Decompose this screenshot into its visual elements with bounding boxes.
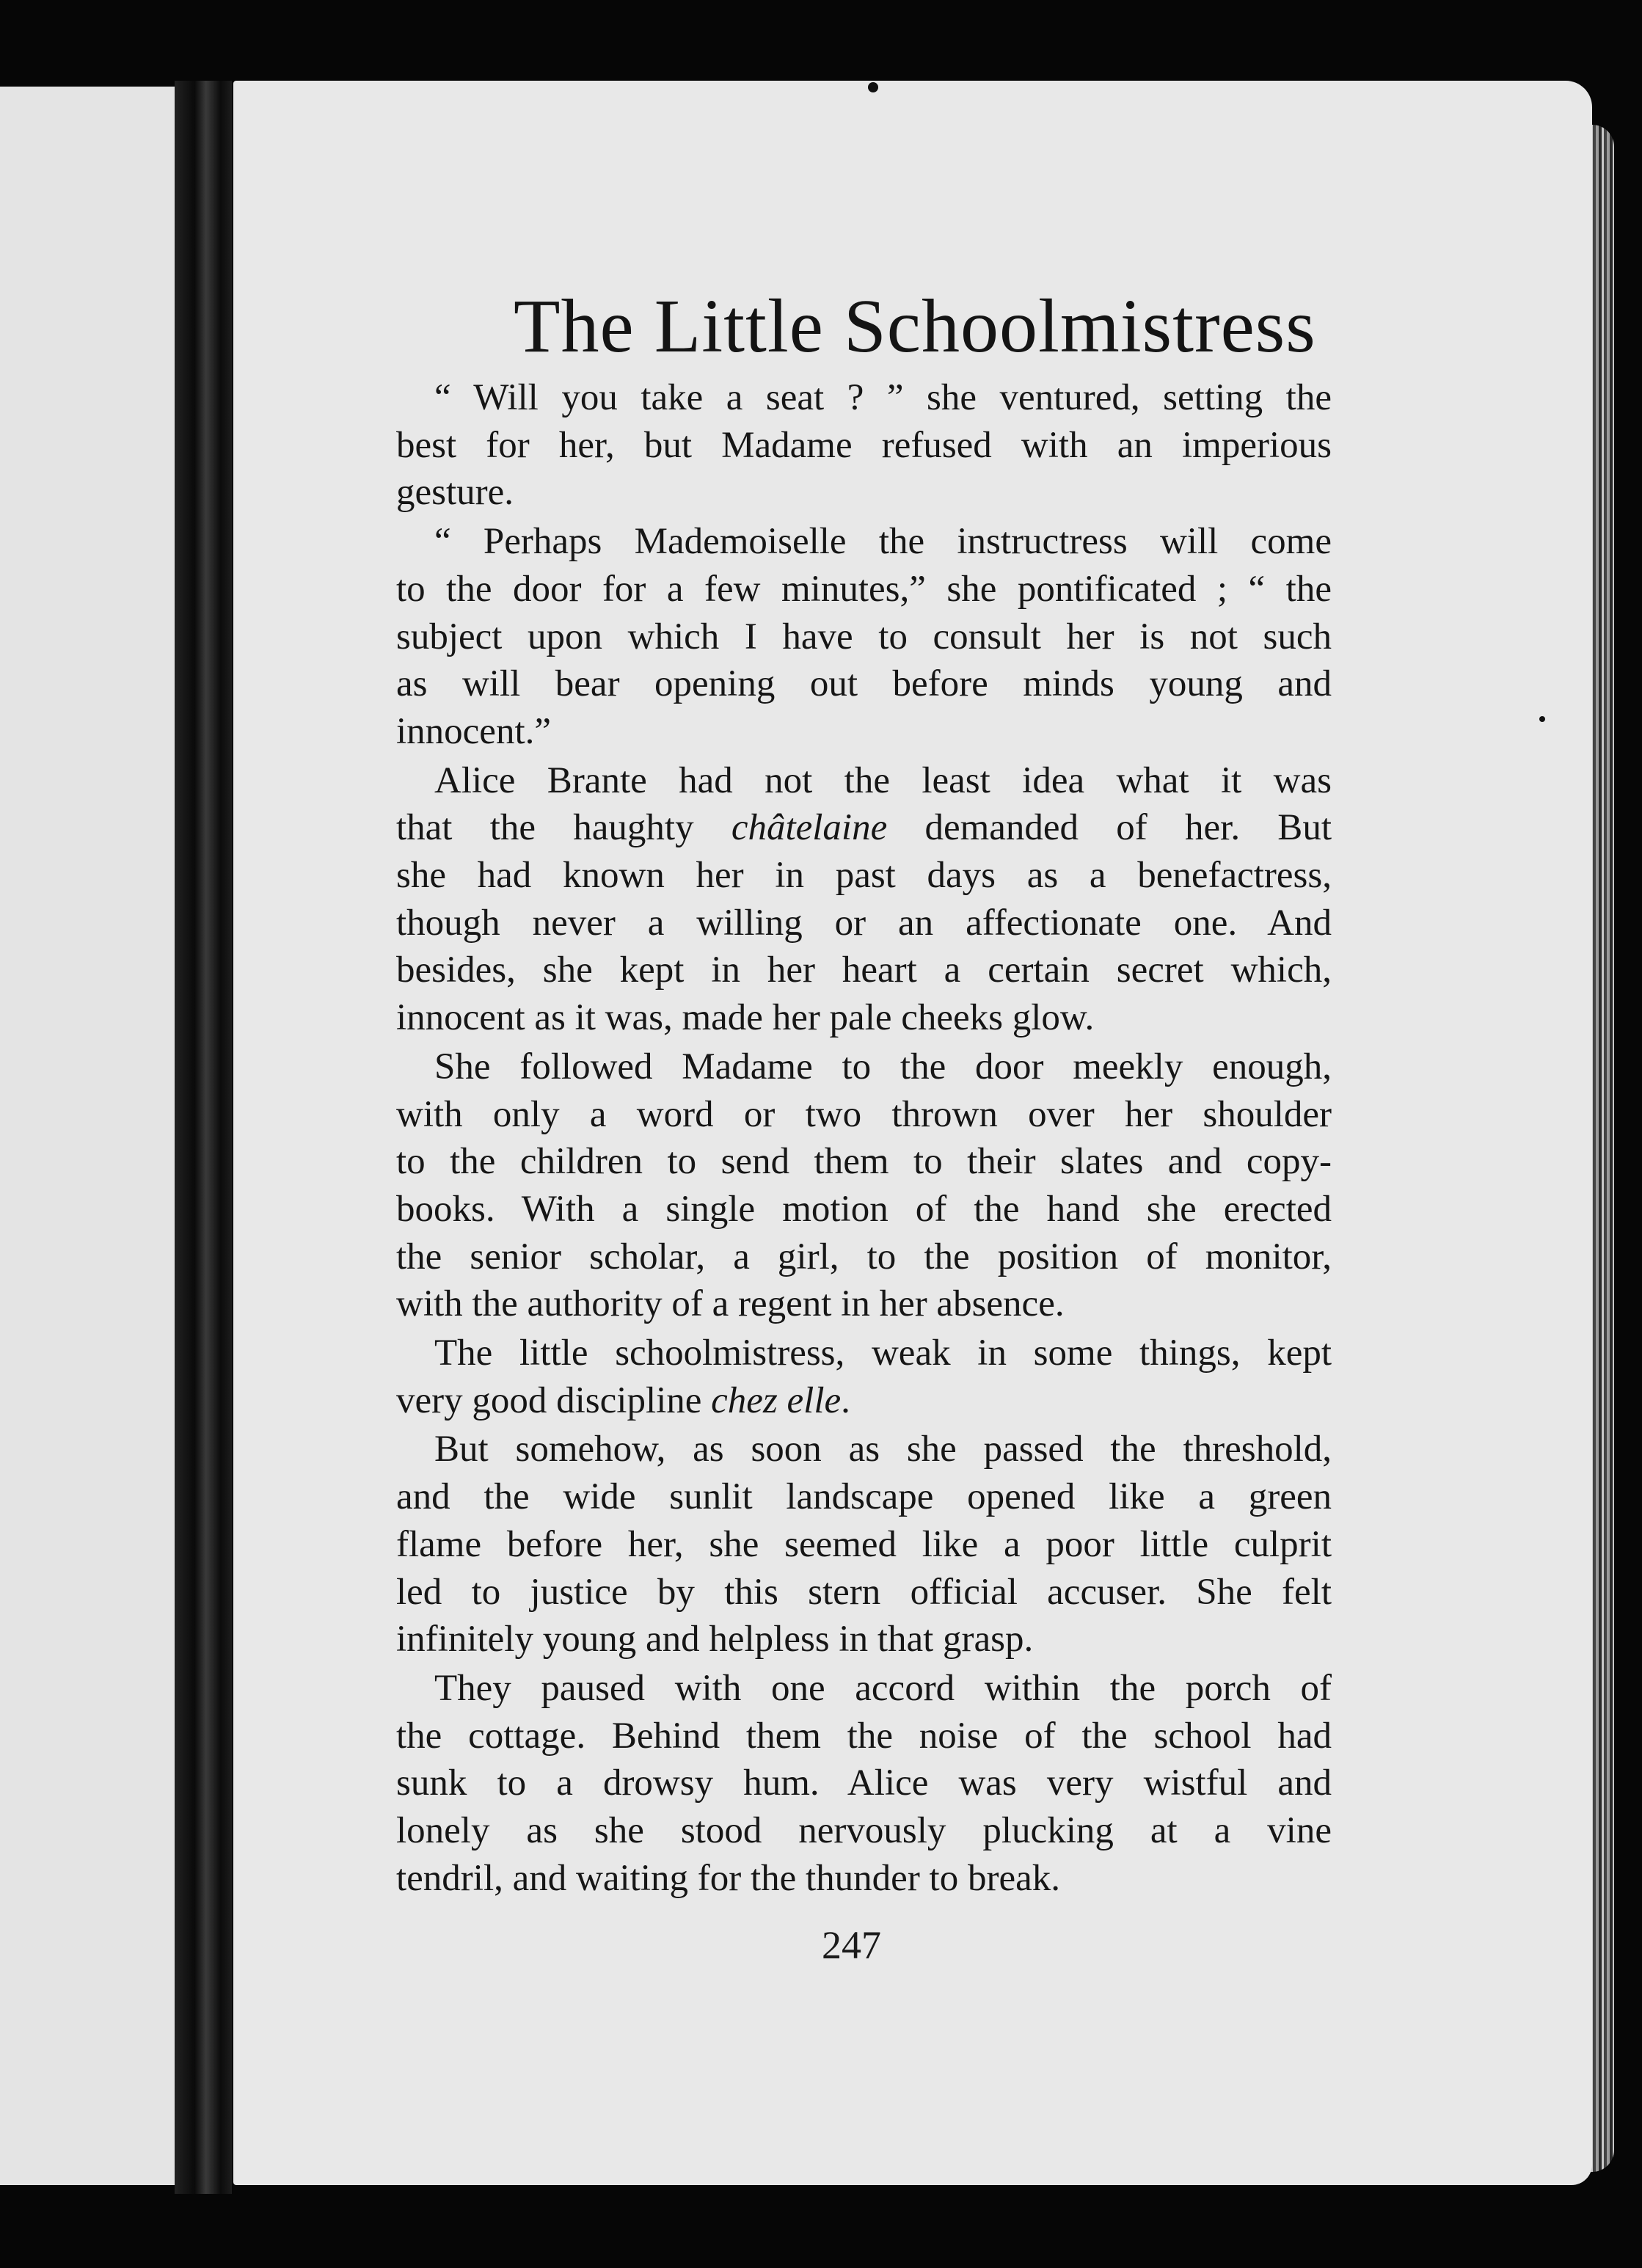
text-line: the cottage. Behind them the noise of the school had [396, 1715, 1332, 1757]
facing-page [0, 87, 175, 2185]
text-line: besides, she kept in her heart a certain secret which, [396, 949, 1332, 991]
paragraph [396, 1665, 1332, 1903]
text-line: that the haughty châtelaine demanded of her. But [396, 807, 1332, 849]
running-header: The Little Schoolmistress [514, 284, 1316, 368]
paragraph [396, 1043, 1332, 1328]
text-line: tendril, and waiting for the thunder to break. [396, 1857, 1060, 1899]
text-line: best for her, but Madame refused with an imperious [396, 424, 1332, 466]
paragraph [396, 374, 1332, 517]
text-line: innocent.” [396, 710, 551, 752]
text-line: to the children to send them to their slates and copy- [396, 1141, 1332, 1183]
dust-speck [1539, 716, 1545, 722]
text-line: Alice Brante had not the least idea what it was [434, 759, 1332, 801]
text-line: subject upon which I have to consult her is not such [396, 616, 1332, 657]
text-line: sunk to a drowsy hum. Alice was very wistful and [396, 1762, 1332, 1804]
text-line: infinitely young and helpless in that grasp. [396, 1619, 1034, 1660]
page-number: 247 [822, 1923, 881, 1967]
body-text [396, 374, 1332, 1904]
text-line: very good discipline chez elle. [396, 1379, 850, 1421]
text-line: gesture. [396, 472, 514, 514]
text-line: to the door for a few minutes,” she pontificated ; “ the [396, 568, 1332, 610]
text-line: “ Perhaps Mademoiselle the instructress will come [434, 521, 1332, 563]
paragraph [396, 518, 1332, 756]
text-line: innocent as it was, made her pale cheeks glow. [396, 997, 1095, 1039]
text-line: with only a word or two thrown over her shoulder [396, 1093, 1332, 1135]
paragraph [396, 1330, 1332, 1424]
text-line: and the wide sunlit landscape opened like a green [396, 1476, 1332, 1518]
text-line: she had known her in past days as a benefactress, [396, 855, 1332, 897]
text-line: the senior scholar, a girl, to the position of monitor, [396, 1236, 1332, 1277]
text-line: But somehow, as soon as she passed the threshold, [434, 1429, 1332, 1470]
text-line: lonely as she stood nervously plucking at a vine [396, 1810, 1332, 1852]
text-line: She followed Madame to the door meekly enough, [434, 1046, 1332, 1087]
text-line: as will bear opening out before minds young and [396, 663, 1332, 705]
paragraph [396, 1426, 1332, 1663]
dust-speck [868, 82, 878, 92]
text-line: “ Will you take a seat ? ” she ventured, setting the [434, 377, 1332, 418]
text-line: They paused with one accord within the porch of [434, 1667, 1332, 1709]
text-line: The little schoolmistress, weak in some things, kept [434, 1332, 1332, 1374]
text-line: though never a willing or an affectionate one. And [396, 902, 1332, 944]
text-line: flame before her, she seemed like a poor little culprit [396, 1523, 1332, 1565]
text-line: led to justice by this stern official accuser. She felt [396, 1571, 1332, 1613]
book-gutter [175, 81, 232, 2194]
paragraph [396, 757, 1332, 1042]
text-line: books. With a single motion of the hand she erected [396, 1188, 1332, 1230]
text-line: with the authority of a regent in her absence. [396, 1283, 1065, 1325]
